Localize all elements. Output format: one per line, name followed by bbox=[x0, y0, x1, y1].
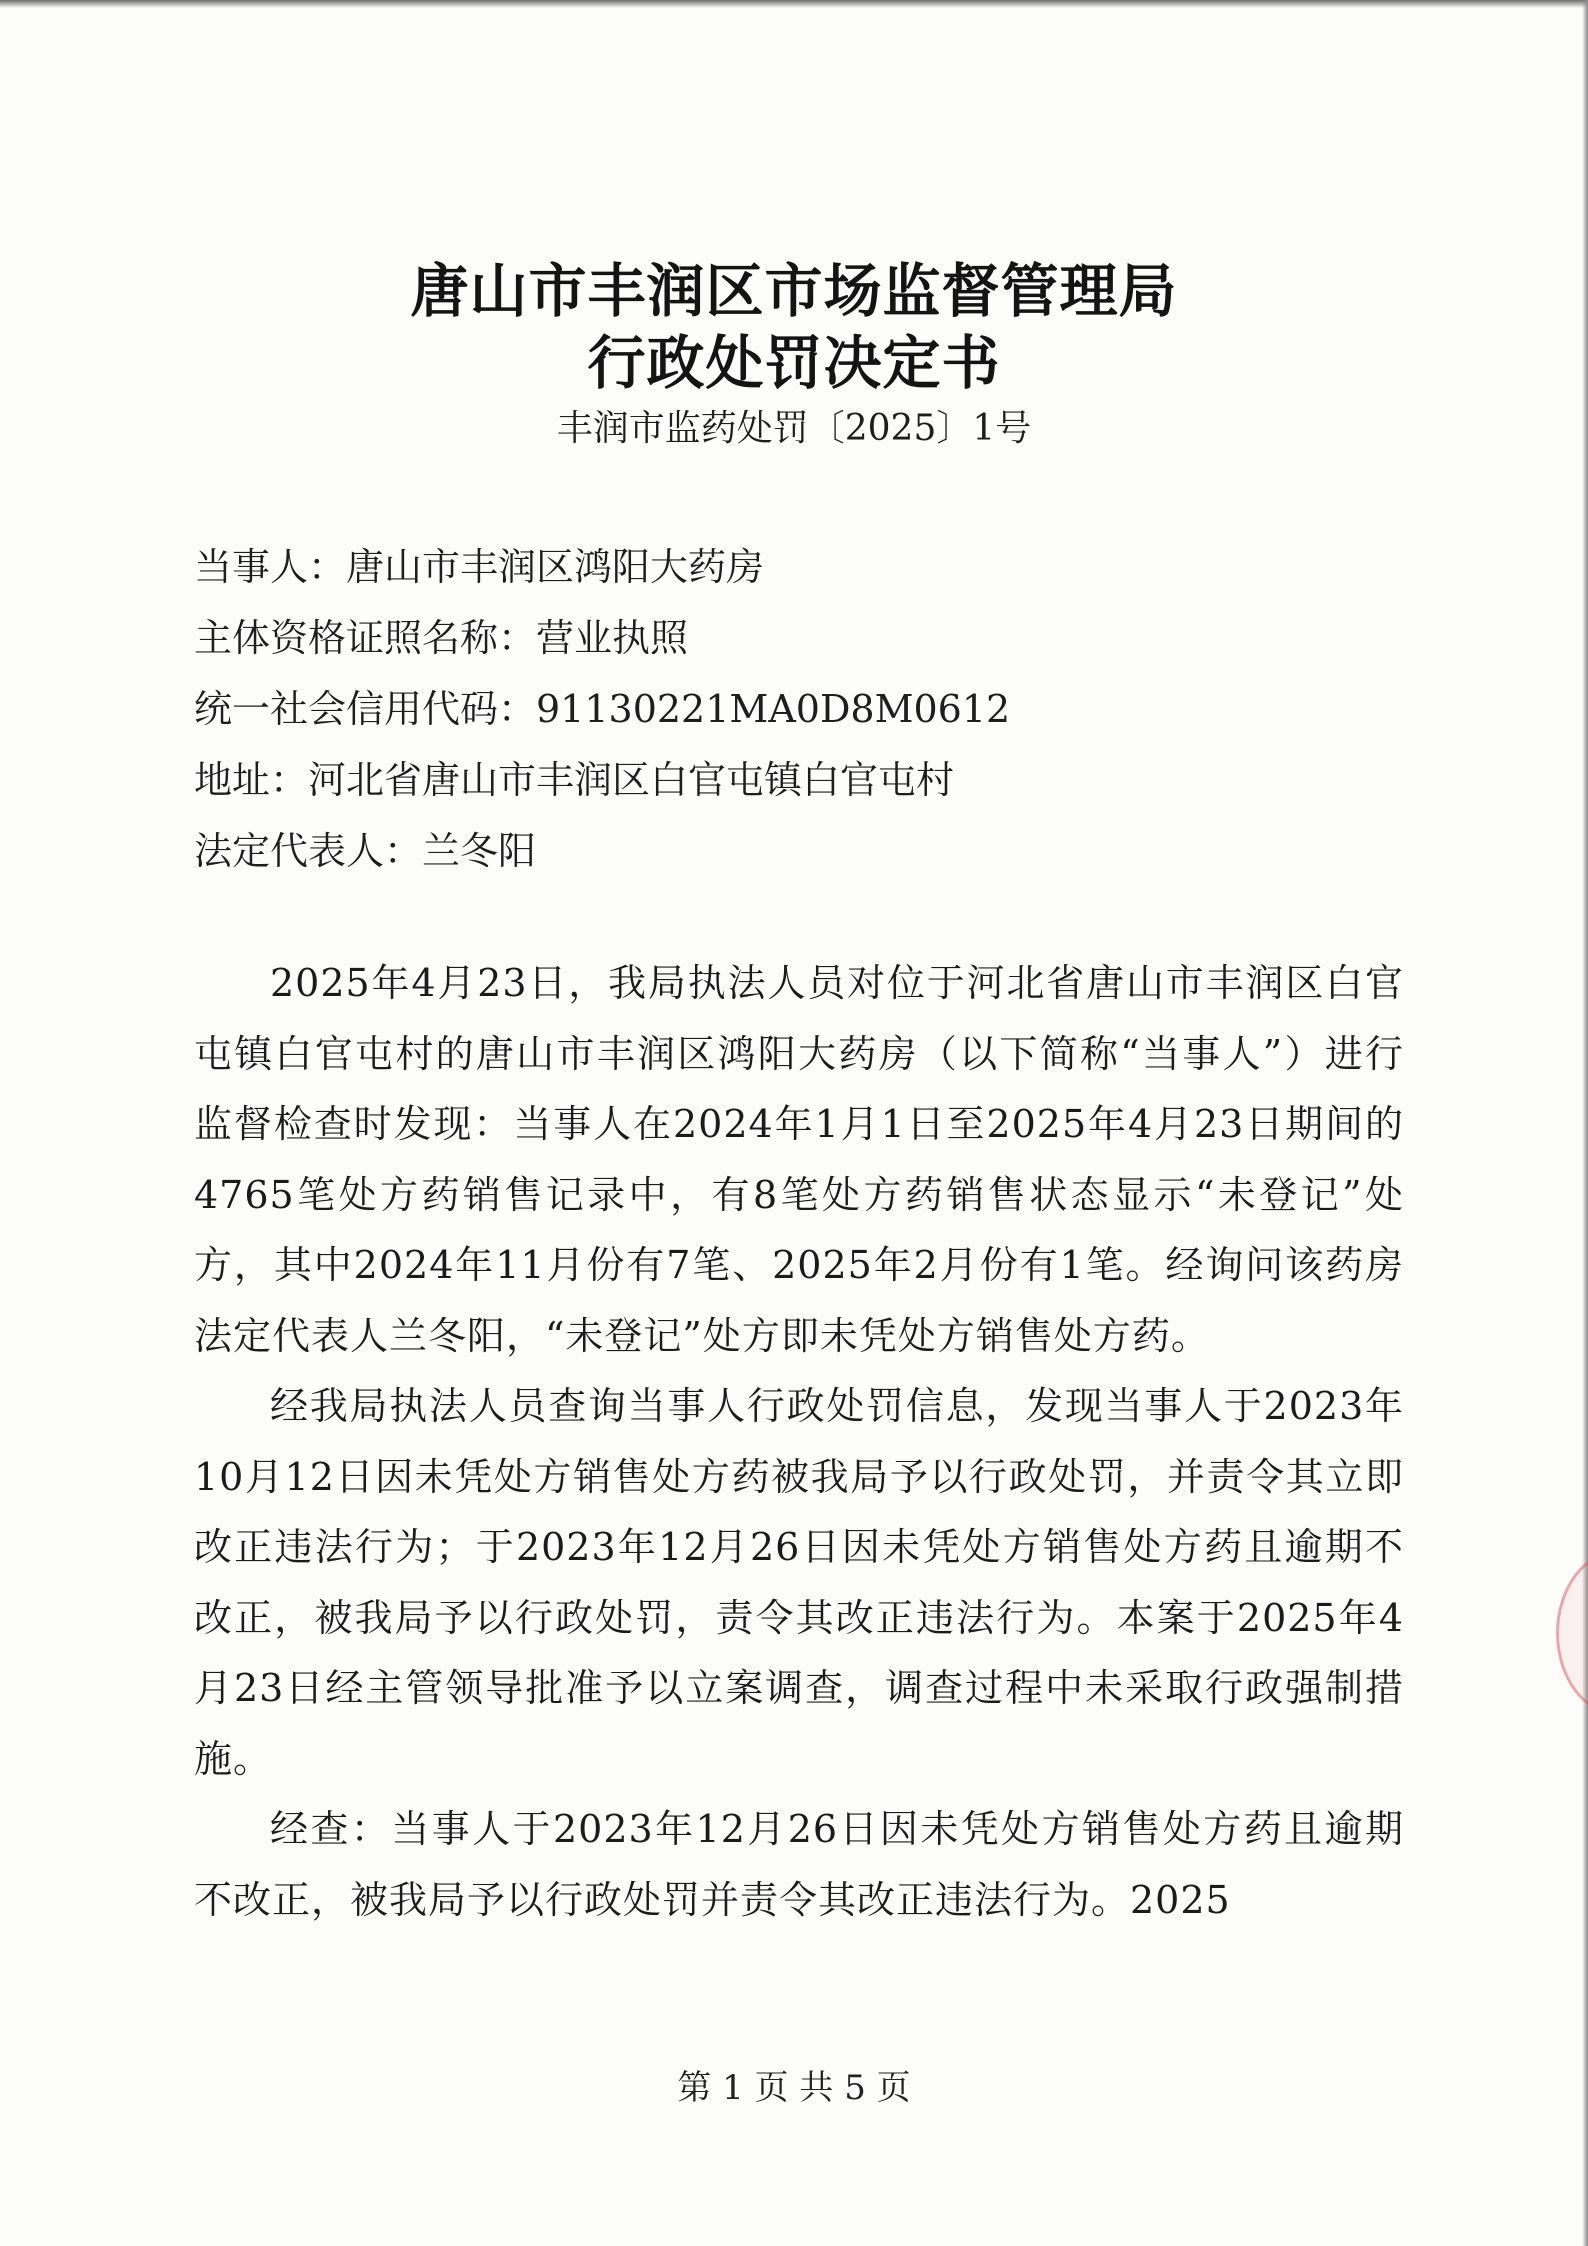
party-address: 地址：河北省唐山市丰润区白官屯镇白官屯村 bbox=[194, 758, 955, 802]
body-paragraph: 经我局执法人员查询当事人行政处罚信息，发现当事人于2023年10月12日因未凭处方销售处方药被我局予以行政处罚，并责令其立即改正违法行为；于2023年12月26日因未凭处方销售处方药且逾期不改正，被我局予以行政处罚，责令其改正违法行为。本案于2025年4月23日经主管领导批准予以立案调查，调查过程中未采取行政强制措施。 bbox=[194, 1384, 1404, 1781]
legal-representative: 法定代表人：兰冬阳 bbox=[194, 829, 537, 873]
body-paragraph: 经查：当事人于2023年12月26日因未凭处方销售处方药且逾期不改正，被我局予以行政处罚并责令其改正违法行为。2025 bbox=[194, 1807, 1404, 1922]
license-type: 主体资格证照名称：营业执照 bbox=[194, 616, 689, 660]
decision-body bbox=[194, 948, 1404, 1935]
document-number: 丰润市监药处罚〔2025〕1号 bbox=[556, 408, 1032, 449]
document-subtitle: 行政处罚决定书 bbox=[587, 329, 1001, 397]
party-info bbox=[194, 532, 1434, 887]
body-paragraph: 2025年4月23日，我局执法人员对位于河北省唐山市丰润区白官屯镇白官屯村的唐山市丰润区鸿阳大药房（以下简称“当事人”）进行监督检查时发现：当事人在2024年1月1日至2025年4月23日期间的4765笔处方药销售记录中，有8笔处方药销售状态显示“未登记”处方，其中2024年11月份有7笔、2025年2月份有1笔。经询问该药房法定代表人兰冬阳，“未登记”处方即未凭处方销售处方药。 bbox=[194, 961, 1404, 1358]
credit-code: 统一社会信用代码：91130221MA0D8M0612 bbox=[194, 687, 1011, 731]
red-seal-stamp bbox=[1556, 1550, 1588, 1716]
page-indicator: 第 1 页 共 5 页 bbox=[677, 2068, 911, 2108]
document-title: 唐山市丰润区市场监督管理局 bbox=[410, 257, 1178, 325]
scan-edge-top bbox=[0, 0, 1588, 8]
party-name: 当事人：唐山市丰润区鸿阳大药房 bbox=[194, 545, 765, 589]
